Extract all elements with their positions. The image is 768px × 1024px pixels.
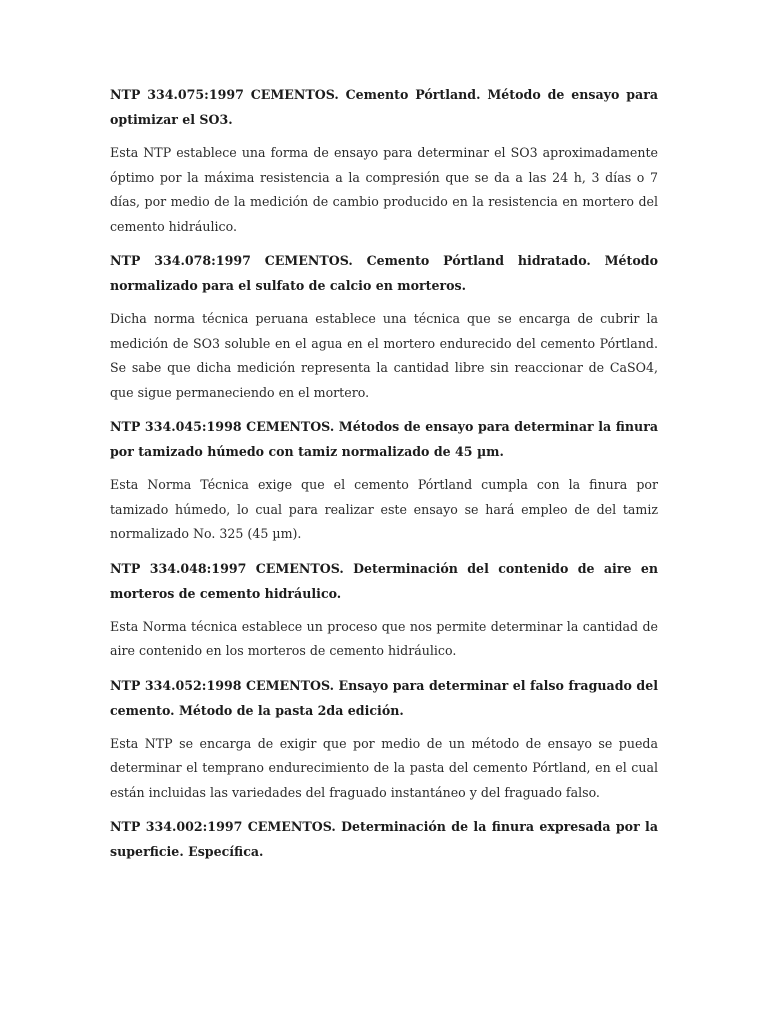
section-heading: NTP 334.078:1997 CEMENTOS. Cemento Pórtland hidratado. Método normalizado para el sulfato de calcio en morteros. xyxy=(110,253,658,293)
section-heading: NTP 334.045:1998 CEMENTOS. Métodos de ensayo para determinar la finura por tamizado húmedo con tamiz normalizado de 45 µm. xyxy=(110,419,658,459)
ntp-entry-334-045 xyxy=(110,414,658,547)
section-paragraph: Esta Norma Técnica exige que el cemento Pórtland cumpla con la finura por tamizado húmedo, lo cual para realizar este ensayo se hará empleo de del tamiz normalizado No. 325 (45 µm). xyxy=(110,477,658,541)
ntp-entry-334-048 xyxy=(110,556,658,664)
ntp-entry-334-075 xyxy=(110,82,658,239)
section-heading: NTP 334.002:1997 CEMENTOS. Determinación de la finura expresada por la superficie. Específica. xyxy=(110,819,658,859)
section-heading: NTP 334.048:1997 CEMENTOS. Determinación del contenido de aire en morteros de cemento hidráulico. xyxy=(110,560,658,601)
section-paragraph: Esta NTP establece una forma de ensayo para determinar el SO3 aproximadamente óptimo por la máxima resistencia a la compresión que se da a las 24 h, 3 días o 7 días, por medio de la medición de cambio producido en la resistencia en mortero del cemento hidráulico. xyxy=(110,145,658,234)
section-paragraph: Dicha norma técnica peruana establece una técnica que se encarga de cubrir la medición de SO3 soluble en el agua en el mortero endurecido del cemento Pórtland. Se sabe que dicha medición representa la cantidad libre sin reaccionar de CaSO4, que sigue permaneciendo en el mortero. xyxy=(110,311,658,400)
section-paragraph: Esta Norma técnica establece un proceso que nos permite determinar la cantidad de aire contenido en los morteros de cemento hidráulico. xyxy=(110,618,658,658)
section-paragraph: Esta NTP se encarga de exigir que por medio de un método de ensayo se pueda determinar el temprano endurecimiento de la pasta del cemento Pórtland, en el cual están incluidas las variedades del fraguado instantáneo y del fraguado falso. xyxy=(110,735,658,800)
ntp-entry-334-078 xyxy=(110,248,658,405)
section-heading: NTP 334.052:1998 CEMENTOS. Ensayo para determinar el falso fraguado del cemento. Método de la pasta 2da edición. xyxy=(110,677,658,718)
section-heading: NTP 334.075:1997 CEMENTOS. Cemento Pórtland. Método de ensayo para optimizar el SO3. xyxy=(110,87,658,127)
document-page xyxy=(110,82,658,873)
ntp-entry-334-052 xyxy=(110,673,658,806)
ntp-entry-334-002 xyxy=(110,814,658,864)
